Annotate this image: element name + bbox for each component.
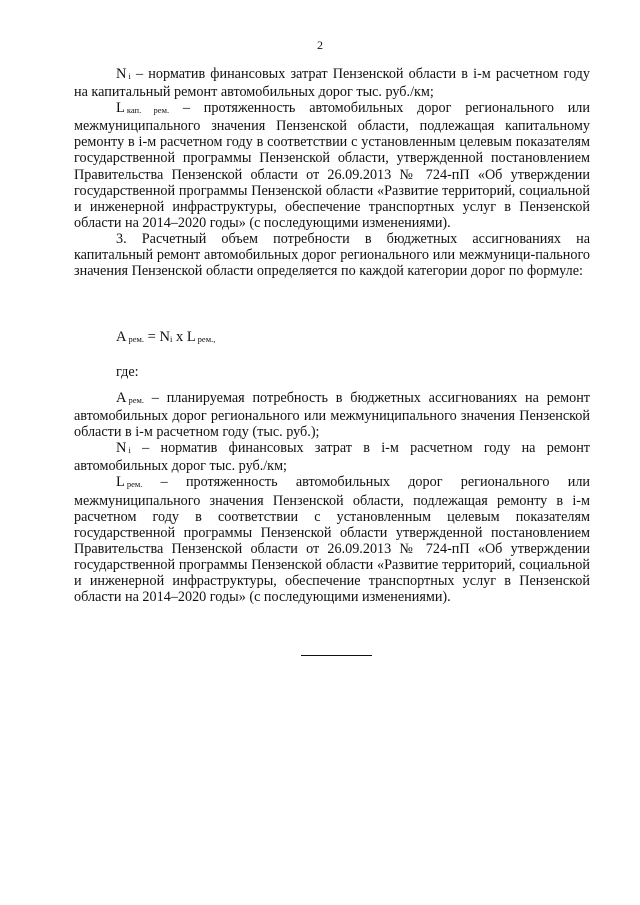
where-label: где: bbox=[116, 364, 139, 380]
subscript-i: i bbox=[128, 445, 131, 456]
formula-equals: = bbox=[144, 329, 160, 345]
formula-symbol-l: L bbox=[186, 329, 196, 345]
symbol-n: N bbox=[116, 440, 127, 457]
symbol-a: A bbox=[116, 390, 127, 406]
formula-subscript-i: i bbox=[169, 334, 173, 344]
symbol-l: L bbox=[116, 100, 125, 117]
definition-text: – норматив финансовых затрат в i-м расчетном году на ремонт автомобильных дорог тыс. руб./км; bbox=[74, 440, 590, 475]
definitions-block-2 bbox=[74, 390, 590, 605]
formula-symbol-a: A bbox=[116, 329, 127, 345]
subscript-rem: рем. bbox=[126, 479, 143, 490]
end-of-document-rule bbox=[301, 655, 372, 656]
definition-text: – планируемая потребность в бюджетных ассигнованиях на ремонт автомобильных дорог регионального или межмуниципального значения Пензенской области в i-м расчетном году (тыс. руб.); bbox=[74, 390, 590, 441]
repair-formula bbox=[116, 329, 215, 347]
definition-text: – норматив финансовых затрат Пензенской области в i-м расчетном году на капитальный ремонт автомобильных дорог тыс. руб./км; bbox=[74, 66, 590, 101]
definition-text: – протяженность автомобильных дорог регионального или межмуниципального значения Пензенской области, подлежащая ремонту в i-м расчетном году в соответствии с установленным целевым показателям государственной программы Пензенской области утвержденной постановлением Правительства Пензенской области от 26.09.2013 № 724-пП «Об утверждении государственной программы Пензенской области «Развитие территорий, социальной и инженерной инфраструктуры, обеспечение транспортных услуг в Пензенской области на 2014–2020 годы» (с последующими изменениями). bbox=[74, 474, 590, 606]
formula-symbol-n: N bbox=[159, 329, 170, 345]
clause-3-paragraph: 3. Расчетный объем потребности в бюджетных ассигнованиях на капитальный ремонт автомобильных дорог регионального или межмуници-пального значения Пензенской области определяется по каждой категории дорог по формуле: bbox=[74, 230, 590, 280]
definition-l-repair bbox=[74, 474, 590, 605]
subscript-i: i bbox=[128, 71, 131, 81]
definition-n-repair bbox=[74, 440, 590, 474]
subscript-cap-rem: кап. рем. bbox=[126, 105, 170, 116]
symbol-l: L bbox=[116, 474, 125, 491]
symbol-n: N bbox=[116, 66, 127, 82]
definition-a-repair bbox=[74, 390, 590, 440]
definitions-block-1 bbox=[74, 66, 590, 279]
subscript-rem: рем. bbox=[128, 395, 145, 405]
definition-l-capital bbox=[74, 100, 590, 231]
definition-n-capital bbox=[74, 66, 590, 100]
definition-text: – протяженность автомобильных дорог регионального или межмуниципального значения Пензенской области, подлежащая капитальному ремонту в i-м расчетном году в соответствии с установленным целевым показателям государственной программы Пензенской области, утвержденной постановлением Правительства Пензенской области от 26.09.2013 № 724-пП «Об утверждении государственной программы Пензенской области «Развитие территорий, социальной и инженерной инфраструктуры, обеспечение транспортных услуг в Пензенской области на 2014–2020 годы» (с последующими изменениями). bbox=[74, 100, 590, 231]
formula-subscript-rem-l: рем., bbox=[197, 334, 216, 344]
formula-subscript-rem: рем. bbox=[128, 334, 145, 344]
formula-multiply: x bbox=[172, 329, 187, 345]
page-number: 2 bbox=[317, 38, 323, 52]
